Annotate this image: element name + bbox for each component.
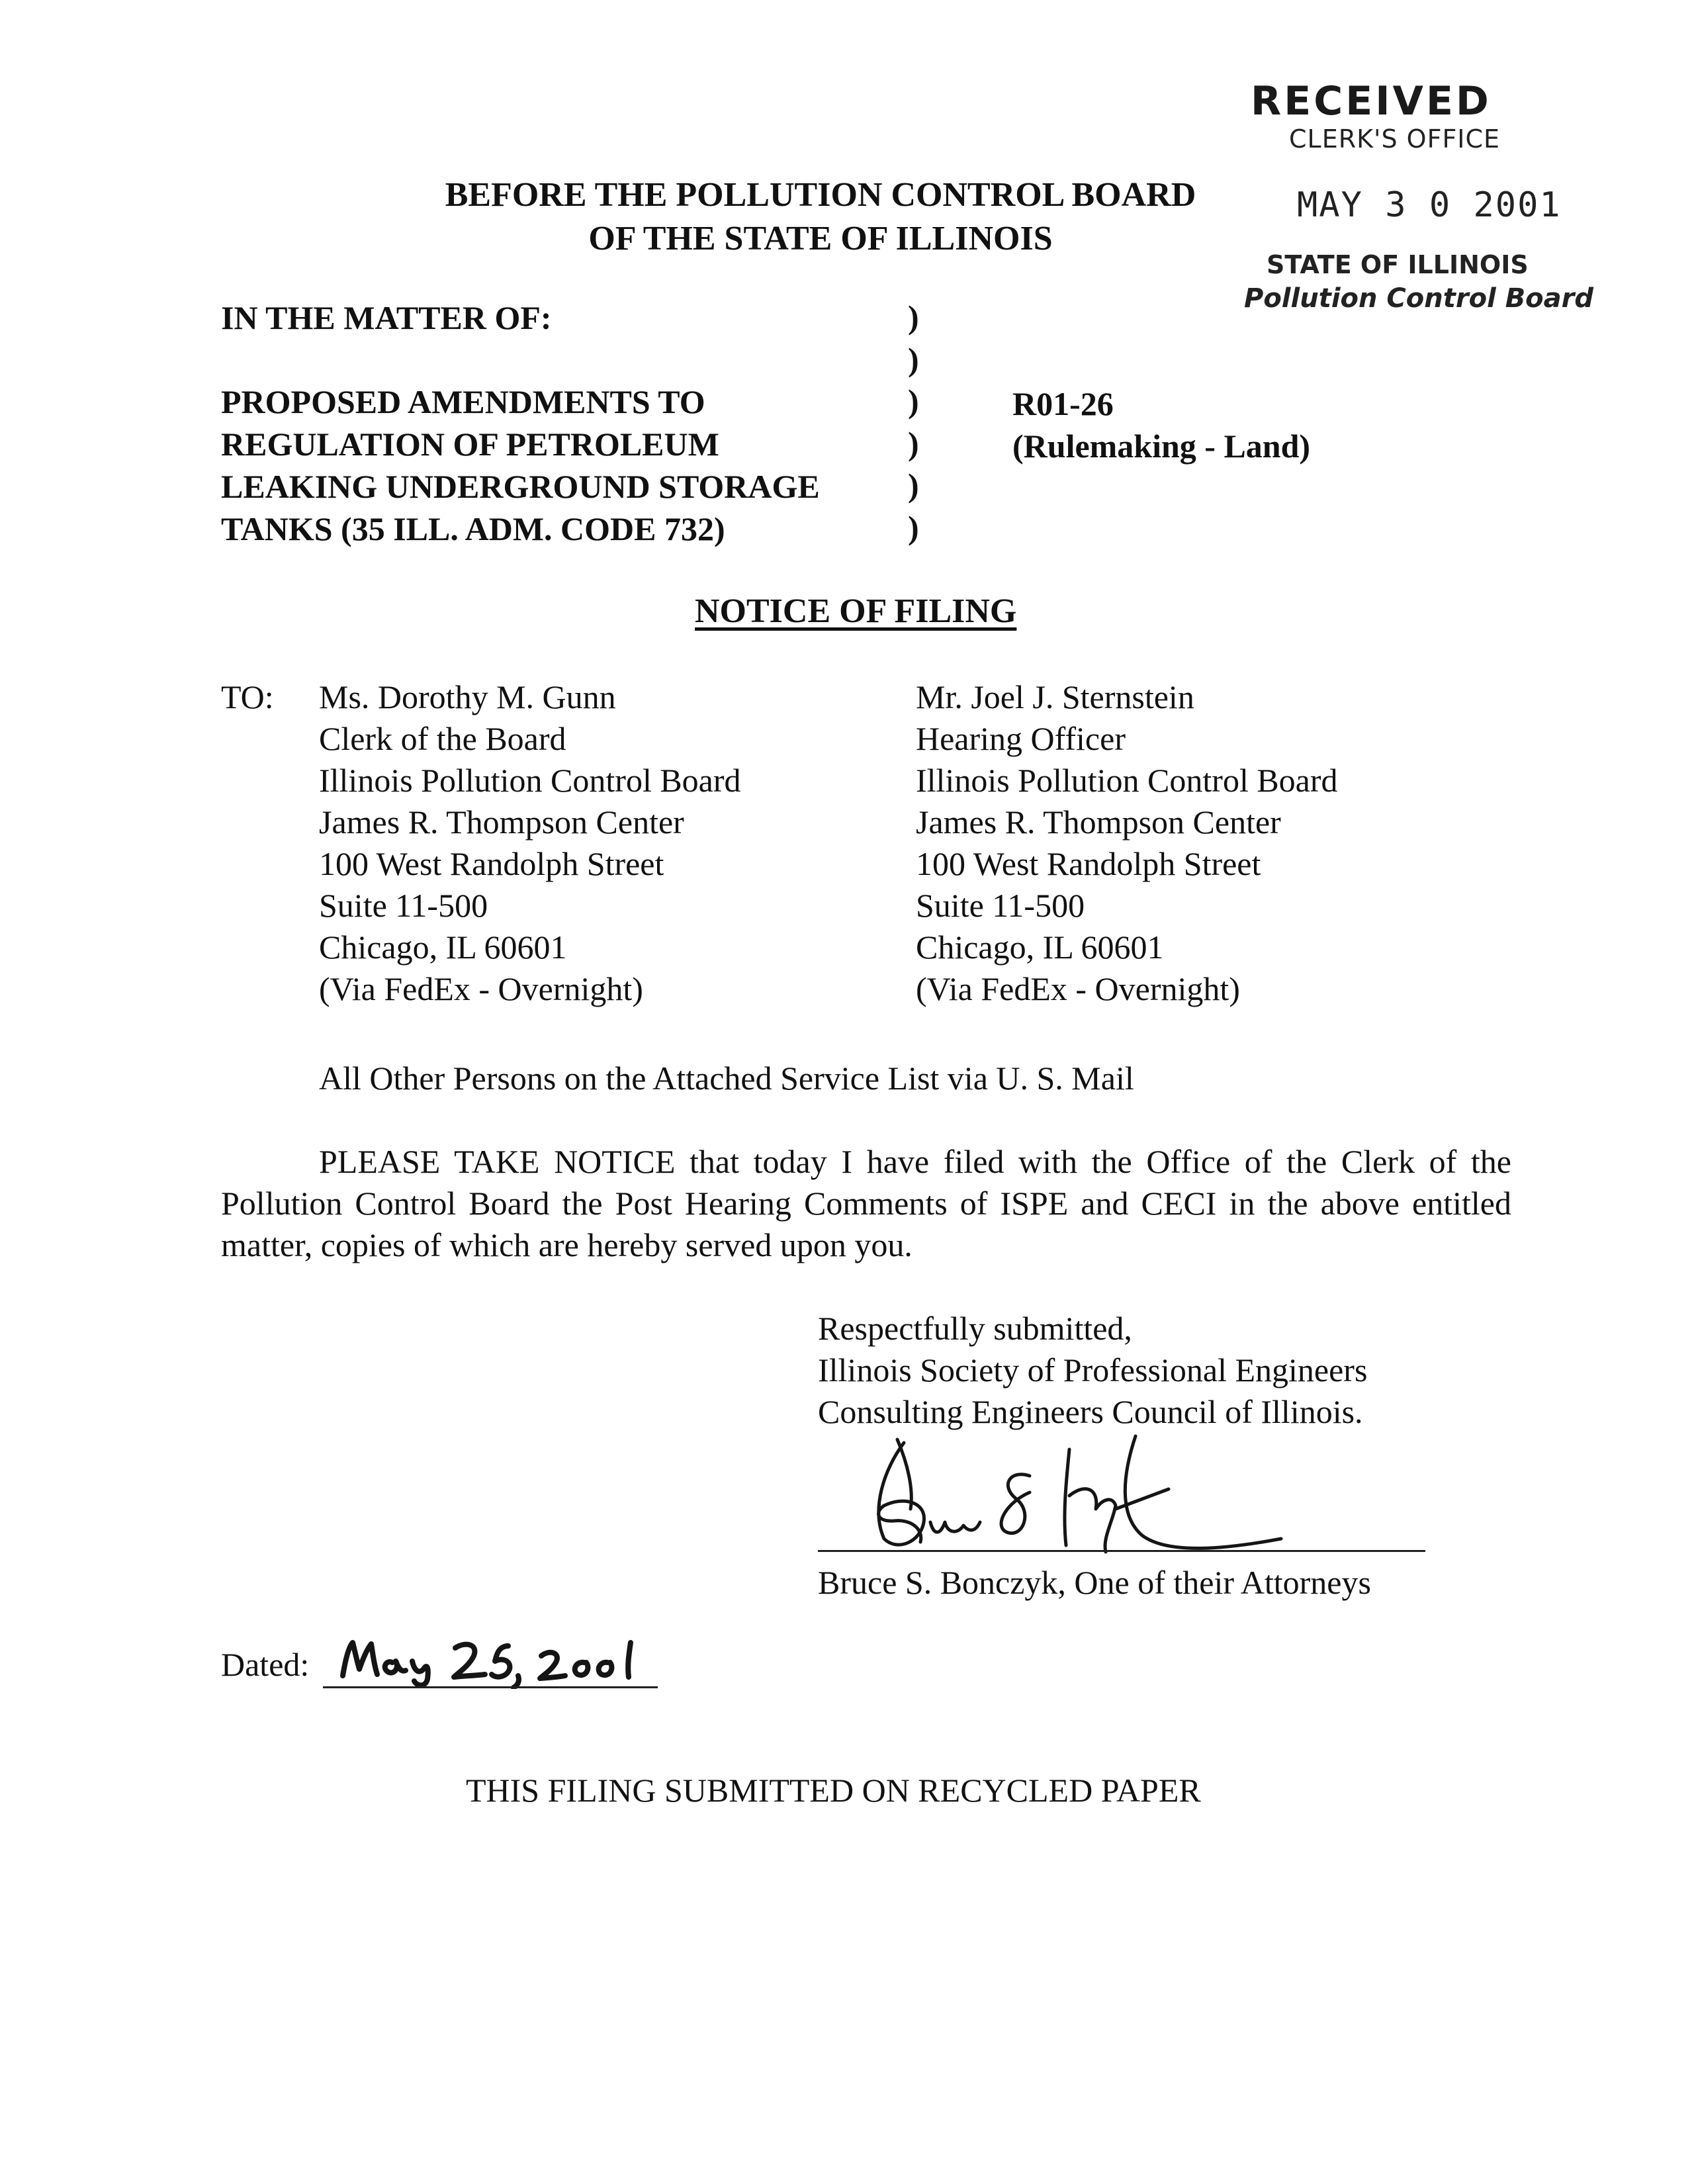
paren: ) xyxy=(908,383,919,420)
address-line: 100 West Randolph Street xyxy=(916,845,1261,882)
address-line: Chicago, IL 60601 xyxy=(916,929,1164,966)
caption-line: LEAKING UNDERGROUND STORAGE xyxy=(221,468,820,505)
caption-line: PROPOSED AMENDMENTS TO xyxy=(221,383,705,420)
paren: ) xyxy=(908,424,919,462)
paren: ) xyxy=(908,508,919,546)
matter-label: IN THE MATTER OF: xyxy=(221,299,552,336)
address-line: Mr. Joel J. Sternstein xyxy=(916,678,1194,715)
recipient-address-hearing-officer xyxy=(916,676,1338,1010)
notice-paragraph-text: PLEASE TAKE NOTICE that today I have filed with the Office of the Clerk of the Pollution Control Board the Post Hearing Comments of ISPE and CECI in the above entitled matter, copies of which are hereby served upon you. xyxy=(221,1143,1511,1263)
case-number: R01-26 xyxy=(1012,385,1114,422)
address-line: Suite 11-500 xyxy=(916,887,1085,924)
case-number-block xyxy=(1012,383,1310,467)
recycled-paper-notice: THIS FILING SUBMITTED ON RECYCLED PAPER xyxy=(466,1772,1201,1809)
signature-line xyxy=(818,1550,1425,1552)
signoff-block xyxy=(818,1308,1367,1433)
address-line: Chicago, IL 60601 xyxy=(319,929,567,966)
paren: ) xyxy=(908,298,919,336)
service-list-line: All Other Persons on the Attached Service List via U. S. Mail xyxy=(319,1060,1134,1097)
org-line-1: Illinois Society of Professional Engineers xyxy=(818,1351,1368,1388)
caption-line: TANKS (35 ILL. ADM. CODE 732) xyxy=(221,510,725,547)
paren: ) xyxy=(908,467,919,504)
closing: Respectfully submitted, xyxy=(818,1310,1132,1347)
stamp-received: RECEIVED xyxy=(1251,78,1492,124)
address-line: James R. Thompson Center xyxy=(916,803,1281,841)
to-label: TO: xyxy=(221,678,274,715)
paren: ) xyxy=(908,340,919,378)
stamp-board: Pollution Control Board xyxy=(1244,283,1594,314)
address-line: Suite 11-500 xyxy=(319,887,488,924)
signer-name: Bruce S. Bonczyk, One of their Attorneys xyxy=(818,1564,1371,1601)
address-line: (Via FedEx - Overnight) xyxy=(916,970,1240,1007)
address-line: Illinois Pollution Control Board xyxy=(319,762,741,799)
stamp-state: STATE OF ILLINOIS xyxy=(1267,250,1529,279)
case-type: (Rulemaking - Land) xyxy=(1012,428,1311,465)
notice-paragraph xyxy=(221,1141,1511,1266)
address-line: Illinois Pollution Control Board xyxy=(916,762,1338,799)
dated-label: Dated: xyxy=(221,1646,310,1683)
stamp-date: MAY 3 0 2001 xyxy=(1297,185,1562,225)
handwritten-date xyxy=(330,1623,660,1689)
address-line: Ms. Dorothy M. Gunn xyxy=(319,678,616,715)
document-heading xyxy=(331,173,1310,261)
caption-line: REGULATION OF PETROLEUM xyxy=(221,426,719,463)
case-caption xyxy=(221,296,820,550)
address-line: Clerk of the Board xyxy=(319,720,566,757)
address-line: 100 West Randolph Street xyxy=(319,845,664,882)
org-line-2: Consulting Engineers Council of Illinois. xyxy=(818,1393,1363,1430)
notice-title: NOTICE OF FILING xyxy=(695,592,1017,630)
signature xyxy=(858,1423,1308,1555)
recipient-address-clerk xyxy=(319,676,741,1010)
address-line: Hearing Officer xyxy=(916,720,1126,757)
heading-line-2: OF THE STATE OF ILLINOIS xyxy=(588,220,1053,257)
caption-parens xyxy=(908,296,919,549)
heading-line-1: BEFORE THE POLLUTION CONTROL BOARD xyxy=(445,176,1196,214)
address-line: (Via FedEx - Overnight) xyxy=(319,970,643,1007)
address-line: James R. Thompson Center xyxy=(319,803,684,841)
dated-line xyxy=(323,1686,658,1688)
stamp-clerks-office: CLERK'S OFFICE xyxy=(1289,124,1501,154)
